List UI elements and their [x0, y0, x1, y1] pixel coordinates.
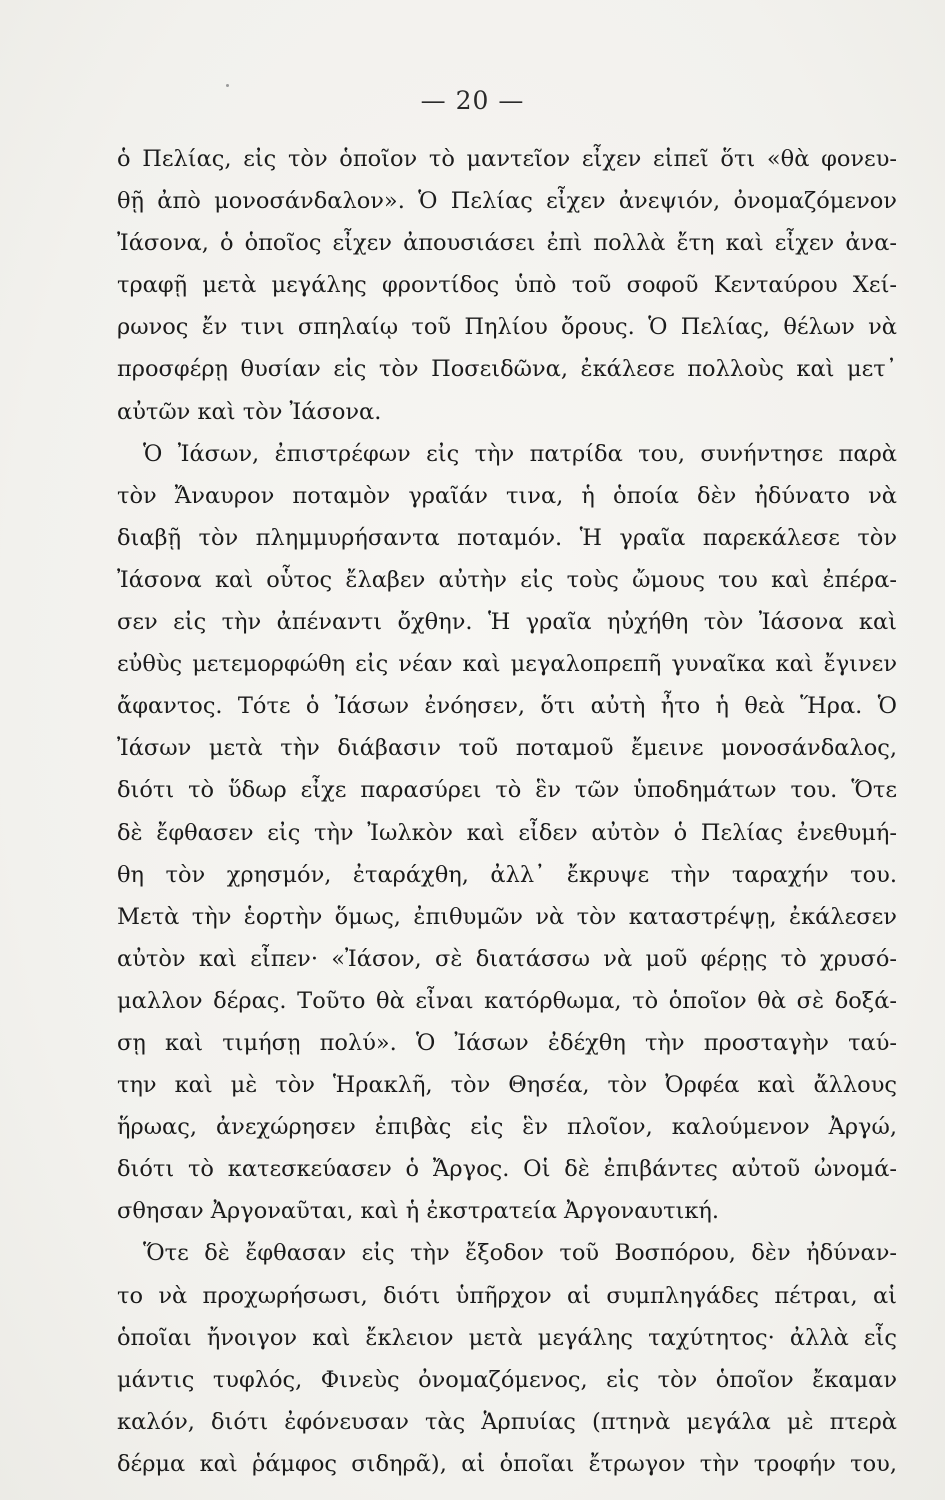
text-line: Ὅτε δὲ ἔφθασαν εἰς τὴν ἔξοδον τοῦ Βοσπόρου, δὲν ἠδύναν-: [143, 1240, 897, 1267]
text-line: σεν εἰς τὴν ἀπέναντι ὄχθην. Ἡ γραῖα ηὐχήθη τὸν Ἰάσονα καὶ: [117, 609, 897, 636]
text-line: θη τὸν χρησμόν, ἐταράχθη, ἀλλ᾽ ἔκρυψε τὴν ταραχήν του.: [117, 861, 897, 888]
text-line: ἄφαντος. Τότε ὁ Ἰάσων ἐνόησεν, ὅτι αὐτὴ ἦτο ἡ θεὰ Ἥρα. Ὁ: [117, 693, 897, 720]
text-line: Ὁ Ἰάσων, ἐπιστρέφων εἰς τὴν πατρίδα του, συνήντησε παρὰ: [143, 440, 897, 467]
text-line: διότι τὸ κατεσκεύασεν ὁ Ἄργος. Οἱ δὲ ἐπιβάντες αὐτοῦ ὠνομά-: [117, 1156, 897, 1183]
text-line: δὲ ἔφθασεν εἰς τὴν Ἰωλκὸν καὶ εἶδεν αὐτὸν ὁ Πελίας ἐνεθυμή-: [117, 819, 897, 846]
text-line: ρωνος ἔν τινι σπηλαίῳ τοῦ Πηλίου ὄρους. Ὁ Πελίας, θέλων νὰ: [117, 314, 897, 341]
text-line: σῃ καὶ τιμήσῃ πολύ». Ὁ Ἰάσων ἐδέχθη τὴν προσταγὴν ταύ-: [117, 1029, 897, 1056]
page-number: — 20 —: [420, 86, 525, 115]
text-line: την καὶ μὲ τὸν Ἡρακλῆ, τὸν Θησέα, τὸν Ὀρφέα καὶ ἄλλους: [117, 1072, 897, 1099]
text-line: σθησαν Ἀργοναῦται, καὶ ἡ ἐκστρατεία Ἀργοναυτική.: [117, 1198, 720, 1225]
text-line: εὐθὺς μετεμορφώθη εἰς νέαν καὶ μεγαλοπρεπῆ γυναῖκα καὶ ἔγινεν: [117, 651, 897, 678]
text-line: θῇ ἀπὸ μονοσάνδαλον». Ὁ Πελίας εἶχεν ἀνεψιόν, ὀνομαζόμενον: [117, 188, 897, 215]
text-line: μαλλον δέρας. Τοῦτο θὰ εἶναι κατόρθωμα, τὸ ὁποῖον θὰ σὲ δοξά-: [117, 987, 897, 1014]
text-line: διότι τὸ ὕδωρ εἶχε παρασύρει τὸ ἓν τῶν ὑποδημάτων του. Ὅτε: [117, 777, 897, 804]
text-line: καλόν, διότι ἐφόνευσαν τὰς Ἁρπυίας (πτηνὰ μεγάλα μὲ πτερὰ: [117, 1408, 897, 1435]
text-line: προσφέρῃ θυσίαν εἰς τὸν Ποσειδῶνα, ἐκάλεσε πολλοὺς καὶ μετ᾽: [117, 356, 897, 383]
text-line: τραφῇ μετὰ μεγάλης φροντίδος ὑπὸ τοῦ σοφοῦ Κενταύρου Χεί-: [117, 272, 897, 299]
text-line: το νὰ προχωρήσωσι, διότι ὑπῆρχον αἱ συμπληγάδες πέτραι, αἱ: [117, 1282, 897, 1309]
text-line: μάντις τυφλός, Φινεὺς ὀνομαζόμενος, εἰς τὸν ὁποῖον ἔκαμαν: [117, 1366, 897, 1393]
text-line: αὐτῶν καὶ τὸν Ἰάσονα.: [117, 398, 382, 425]
text-line: Ἰάσονα, ὁ ὁποῖος εἶχεν ἀπουσιάσει ἐπὶ πολλὰ ἔτη καὶ εἶχεν ἀνα-: [117, 230, 897, 257]
text-line: αὐτὸν καὶ εἶπεν· «Ἰάσον, σὲ διατάσσω νὰ μοῦ φέρῃς τὸ χρυσό-: [117, 945, 897, 972]
text-line: ἥρωας, ἀνεχώρησεν ἐπιβὰς εἰς ἓν πλοῖον, καλούμενον Ἀργώ,: [117, 1114, 897, 1141]
text-line: Μετὰ τὴν ἑορτὴν ὅμως, ἐπιθυμῶν νὰ τὸν καταστρέψῃ, ἐκάλεσεν: [117, 903, 897, 930]
text-line: Ἰάσονα καὶ οὗτος ἔλαβεν αὐτὴν εἰς τοὺς ὤμους του καὶ ἐπέρα-: [117, 566, 897, 593]
body-text: [117, 138, 897, 1485]
text-line: ὁ Πελίας, εἰς τὸν ὁποῖον τὸ μαντεῖον εἶχεν εἰπεῖ ὅτι «θὰ φονευ-: [117, 146, 897, 172]
text-line: Ἰάσων μετὰ τὴν διάβασιν τοῦ ποταμοῦ ἔμεινε μονοσάνδαλος,: [117, 735, 897, 762]
text-line: ὁποῖαι ἤνοιγον καὶ ἔκλειον μετὰ μεγάλης ταχύτητος· ἀλλὰ εἷς: [117, 1324, 897, 1351]
text-line: διαβῇ τὸν πλημμυρήσαντα ποταμόν. Ἡ γραῖα παρεκάλεσε τὸν: [117, 524, 897, 551]
text-line: τὸν Ἄναυρον ποταμὸν γραῖάν τινα, ἡ ὁποία δὲν ἠδύνατο νὰ: [117, 482, 897, 509]
text-line: δέρμα καὶ ῥάμφος σιδηρᾶ), αἱ ὁποῖαι ἔτρωγον τὴν τροφήν του,: [117, 1450, 897, 1477]
